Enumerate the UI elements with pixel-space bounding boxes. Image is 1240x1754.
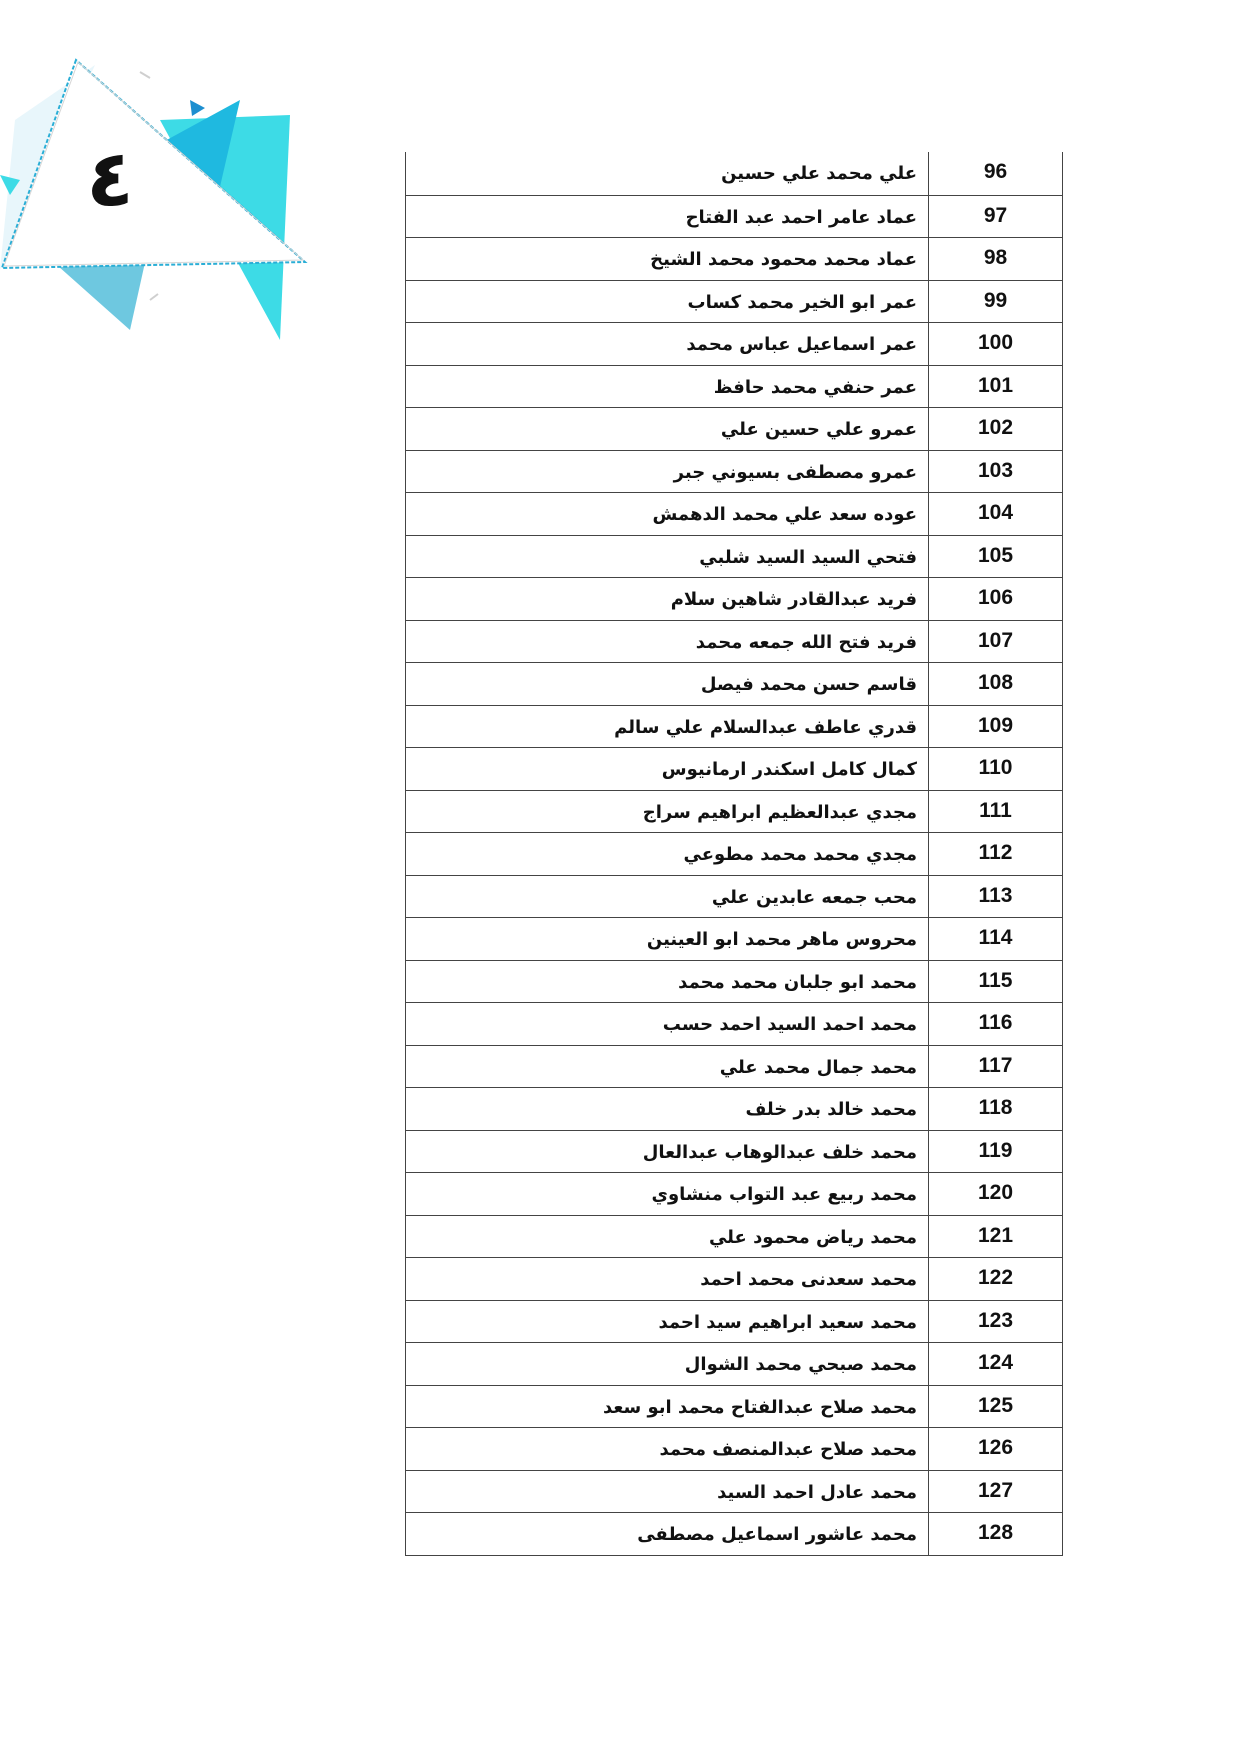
name-cell: عمر اسماعيل عباس محمد xyxy=(406,323,929,365)
number-cell: 107 xyxy=(977,628,1014,652)
number-cell: 123 xyxy=(977,1308,1014,1332)
number-cell: 124 xyxy=(977,1351,1014,1374)
name-cell: علي محمد علي حسين xyxy=(406,152,929,195)
name-cell: مجدي عبدالعظيم ابراهيم سراج xyxy=(406,791,929,833)
table-row xyxy=(406,152,1062,195)
number-cell: 98 xyxy=(983,246,1008,269)
number-cell: 101 xyxy=(977,373,1014,397)
name-cell: كمال كامل اسكندر ارمانيوس xyxy=(406,748,929,790)
names-table xyxy=(405,152,1063,1556)
number-cell: 127 xyxy=(977,1478,1014,1502)
table-row xyxy=(406,1087,1062,1130)
number-cell: 100 xyxy=(977,331,1014,354)
table-row xyxy=(406,407,1062,450)
table-row xyxy=(406,1215,1062,1258)
name-cell: محمد ابو جلبان محمد محمد xyxy=(406,961,929,1003)
table-row xyxy=(406,322,1062,365)
number-cell: 112 xyxy=(978,841,1013,864)
name-cell: عمرو علي حسين علي xyxy=(406,408,929,450)
table-row xyxy=(406,1342,1062,1385)
number-cell: 117 xyxy=(978,1053,1013,1077)
table-row xyxy=(406,1002,1062,1045)
table-row xyxy=(406,195,1062,238)
number-cell: 113 xyxy=(978,883,1013,907)
number-cell: 122 xyxy=(977,1266,1014,1289)
name-cell: محمد خلف عبدالوهاب عبدالعال xyxy=(406,1131,929,1173)
name-cell: محمد احمد السيد احمد حسب xyxy=(406,1003,929,1045)
number-cell: 106 xyxy=(977,586,1014,609)
name-cell: فتحي السيد السيد شلبي xyxy=(406,536,929,578)
number-cell: 105 xyxy=(977,543,1014,567)
name-cell: محروس ماهر محمد ابو العينين xyxy=(406,918,929,960)
number-cell: 118 xyxy=(978,1096,1013,1119)
corner-decoration xyxy=(0,0,320,360)
table-row xyxy=(406,832,1062,875)
table-row xyxy=(406,747,1062,790)
table-row xyxy=(406,577,1062,620)
name-cell: قدري عاطف عبدالسلام علي سالم xyxy=(406,706,929,748)
table-row xyxy=(406,237,1062,280)
number-cell: 125 xyxy=(977,1393,1014,1417)
name-cell: محمد صبحي محمد الشوال xyxy=(406,1343,929,1385)
name-cell: محمد صلاح عبدالفتاح محمد ابو سعد xyxy=(406,1386,929,1428)
number-cell: 126 xyxy=(977,1436,1014,1459)
number-cell: 116 xyxy=(978,1011,1013,1034)
name-cell: محب جمعه عابدين علي xyxy=(406,876,929,918)
table-row xyxy=(406,1130,1062,1173)
number-cell: 111 xyxy=(979,798,1012,822)
table-row xyxy=(406,365,1062,408)
number-cell: 96 xyxy=(983,160,1008,183)
number-cell: 108 xyxy=(977,671,1014,694)
table-row xyxy=(406,662,1062,705)
name-cell: محمد جمال محمد علي xyxy=(406,1046,929,1088)
table-row xyxy=(406,875,1062,918)
table-row xyxy=(406,450,1062,493)
table-row xyxy=(406,1300,1062,1343)
name-cell: عماد محمد محمود محمد الشيخ xyxy=(406,238,929,280)
number-cell: 104 xyxy=(977,501,1014,524)
number-cell: 110 xyxy=(978,756,1013,779)
number-cell: 120 xyxy=(977,1181,1014,1204)
name-cell: عمر حنفي محمد حافظ xyxy=(406,366,929,408)
number-cell: 128 xyxy=(977,1521,1014,1544)
table-row xyxy=(406,280,1062,323)
table-row xyxy=(406,790,1062,833)
name-cell: محمد عاشور اسماعيل مصطفى xyxy=(406,1513,929,1555)
name-cell: عمر ابو الخير محمد كساب xyxy=(406,281,929,323)
name-cell: محمد سعيد ابراهيم سيد احمد xyxy=(406,1301,929,1343)
number-cell: 109 xyxy=(977,713,1014,737)
table-row xyxy=(406,1427,1062,1470)
name-cell: محمد سعدنى محمد احمد xyxy=(406,1258,929,1300)
table-row xyxy=(406,1172,1062,1215)
table-row xyxy=(406,1045,1062,1088)
table-row xyxy=(406,1257,1062,1300)
number-cell: 119 xyxy=(978,1138,1013,1162)
table-row xyxy=(406,1470,1062,1513)
table-row xyxy=(406,492,1062,535)
number-cell: 97 xyxy=(983,203,1008,227)
table-row xyxy=(406,1512,1062,1555)
number-cell: 103 xyxy=(977,458,1014,482)
number-cell: 121 xyxy=(977,1223,1014,1247)
table-row xyxy=(406,960,1062,1003)
number-cell: 99 xyxy=(983,288,1008,312)
name-cell: فريد عبدالقادر شاهين سلام xyxy=(406,578,929,620)
table-row xyxy=(406,535,1062,578)
name-cell: محمد صلاح عبدالمنصف محمد xyxy=(406,1428,929,1470)
table-row xyxy=(406,917,1062,960)
number-cell: 114 xyxy=(978,926,1013,949)
name-cell: عماد عامر احمد عبد الفتاح xyxy=(406,196,929,238)
name-cell: فريد فتح الله جمعه محمد xyxy=(406,621,929,663)
name-cell: عمرو مصطفى بسيوني جبر xyxy=(406,451,929,493)
name-cell: محمد ربيع عبد التواب منشاوي xyxy=(406,1173,929,1215)
table-row xyxy=(406,620,1062,663)
name-cell: مجدي محمد محمد مطوعي xyxy=(406,833,929,875)
name-cell: عوده سعد علي محمد الدهمش xyxy=(406,493,929,535)
name-cell: محمد رياض محمود علي xyxy=(406,1216,929,1258)
table-row xyxy=(406,1385,1062,1428)
name-cell: قاسم حسن محمد فيصل xyxy=(406,663,929,705)
name-cell: محمد خالد بدر خلف xyxy=(406,1088,929,1130)
page-number: ٤ xyxy=(86,134,134,224)
name-cell: محمد عادل احمد السيد xyxy=(406,1471,929,1513)
number-cell: 102 xyxy=(977,416,1014,439)
table-row xyxy=(406,705,1062,748)
number-cell: 115 xyxy=(978,968,1013,992)
